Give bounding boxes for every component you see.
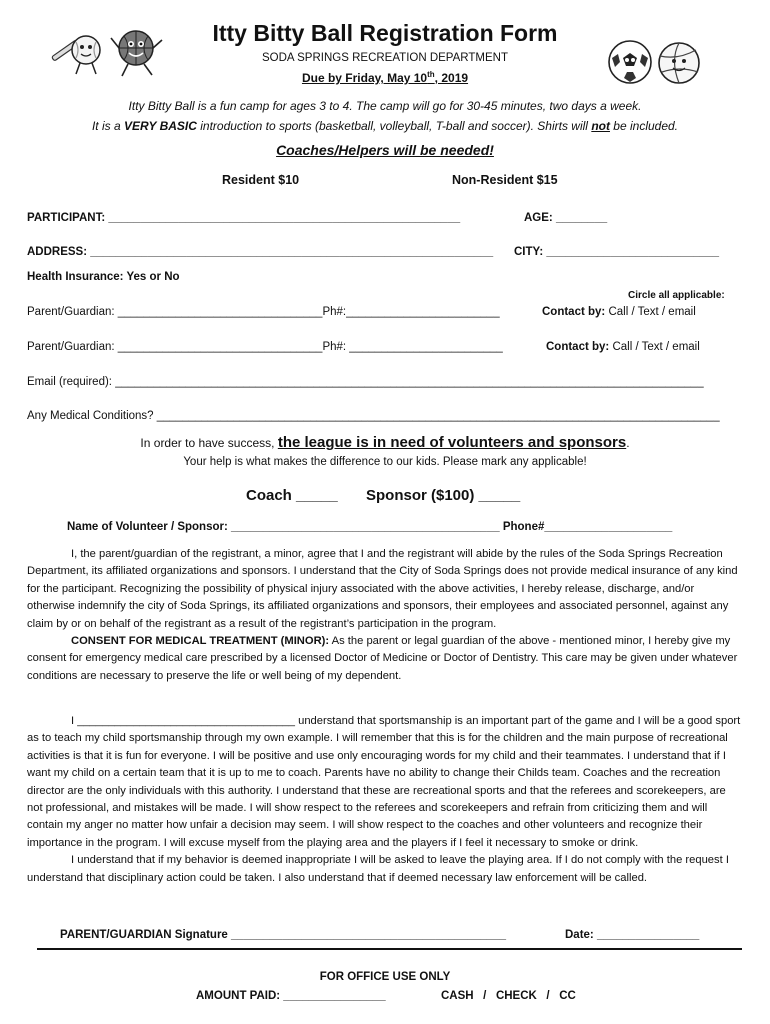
- volunteer-appeal: In order to have success, the league is in need of volunteers and sponsors.: [140, 434, 630, 451]
- health-insurance-field[interactable]: Health Insurance: Yes or No: [27, 271, 180, 283]
- signature-field[interactable]: PARENT/GUARDIAN Signature ___________________________________________: [60, 929, 507, 941]
- department-name: SODA SPRINGS RECREATION DEPARTMENT: [261, 52, 508, 64]
- participant-field[interactable]: PARTICIPANT: _______________________________________________________: [27, 212, 461, 224]
- due-date: Due by Friday, May 10th, 2019: [301, 70, 469, 85]
- contact-2-options[interactable]: Contact by: Call / Text / email: [546, 341, 700, 353]
- contact-1-options[interactable]: Contact by: Call / Text / email: [542, 306, 696, 318]
- city-field[interactable]: CITY: ___________________________: [514, 246, 720, 258]
- coaches-needed-heading: Coaches/Helpers will be needed!: [276, 142, 494, 158]
- medical-conditions-field[interactable]: Any Medical Conditions? ________________________________________________________________________________________: [27, 410, 720, 422]
- guardian-2-field[interactable]: Parent/Guardian: ________________________________Ph#: ________________________: [27, 341, 503, 353]
- office-use-heading: FOR OFFICE USE ONLY: [319, 971, 451, 983]
- divider-line: [37, 948, 742, 950]
- volunteer-name-field[interactable]: Name of Volunteer / Sponsor: __________________________________________ Phone#____________________: [67, 521, 673, 533]
- non-resident-fee: Non-Resident $15: [452, 173, 558, 187]
- circle-applicable-note: Circle all applicable:: [628, 290, 725, 301]
- intro-line-2: It is a VERY BASIC introduction to sports (basketball, volleyball, T-ball and soccer). Shirts will not be included.: [91, 119, 679, 133]
- intro-line-1: Itty Bitty Ball is a fun camp for ages 3 to 4. The camp will go for 30-45 minutes, two days a week.: [128, 99, 642, 113]
- guardian-1-field[interactable]: Parent/Guardian: ________________________________Ph#:________________________: [27, 306, 500, 318]
- waiver-paragraph: I, the parent/guardian of the registrant, a minor, agree that I and the registrant will abide by the rules of the Soda Springs Recreation Department, its affiliated organizations and sponsors. I understand that the City of Soda Springs does not provide medical insurance of any kind for the participant. Recognizing the possibility of physical injury associated with the above activities, I hereby release, discharge, and/or otherwise indemnify the city of Soda Springs, its affiliated organizations and sponsors, their employees and associated personnel, against any claim by or on behalf of the registrant as a result of the registrant’s participation in the program. CONSENT FOR MEDICAL TREATMENT (MINOR): As the parent or legal guardian of the above - mentioned minor, I hereby give my consent for emergency medical care prescribed by a licensed Doctor of Medicine or Doctor of Dentistry. This care may be given under whatever conditions are necessary to preserve the life or well being of my dependent.: [27, 548, 738, 682]
- payment-method-options[interactable]: CASH / CHECK / CC: [441, 990, 576, 1002]
- resident-fee: Resident $10: [222, 173, 300, 187]
- sponsor-checkbox[interactable]: Sponsor ($100) _____: [366, 487, 521, 504]
- age-field[interactable]: AGE: ________: [524, 212, 608, 224]
- email-field[interactable]: Email (required): ____________________________________________________________________________________________: [27, 376, 704, 388]
- intro-text: [0, 96, 770, 136]
- signature-date-field[interactable]: Date: ________________: [565, 929, 700, 941]
- amount-paid-field[interactable]: AMOUNT PAID: ________________: [196, 990, 386, 1002]
- sportsmanship-paragraph: I ___________________________________ understand that sportsmanship is an important part of the game and I will be a good sport as to teach my child sportsmanship through my own example. I will remember that this is for the children and the main purpose of recreational activities is that it is fun for everyone. I will be positive and use only encouraging words for my child and their teammates. I understand that if I want my child on a certain team that it is up to me to coach. Parents have no ability to change their Childs team. Coaches and the recreation director are the only individuals with this authority. I understand that these are recreational sports and that the referees and scorekeepers, are not professional, and mistakes will be made. I will show respect to the referees and scorekeepers and refrain from criticizing them and will contain my anger no matter how unfair a decision may seem. I will show respect to the coaches and other volunteers and recognize their importance in the program. I will excuse myself from the playing area and the players if I feel it necessary to smoke or drink. I understand that if my behavior is deemed inappropriate I will be asked to leave the playing area. If I do not comply with the request I understand that disciplinary action could be taken. I also understand that if deemed necessary law enforcement will be called.: [27, 715, 741, 884]
- volunteer-subtext: Your help is what makes the difference to our kids. Please mark any applicable!: [183, 456, 587, 468]
- page-title: Itty Bitty Ball Registration Form: [212, 20, 558, 46]
- coach-checkbox[interactable]: Coach _____: [246, 487, 338, 504]
- address-field[interactable]: ADDRESS: _______________________________________________________________: [27, 246, 494, 258]
